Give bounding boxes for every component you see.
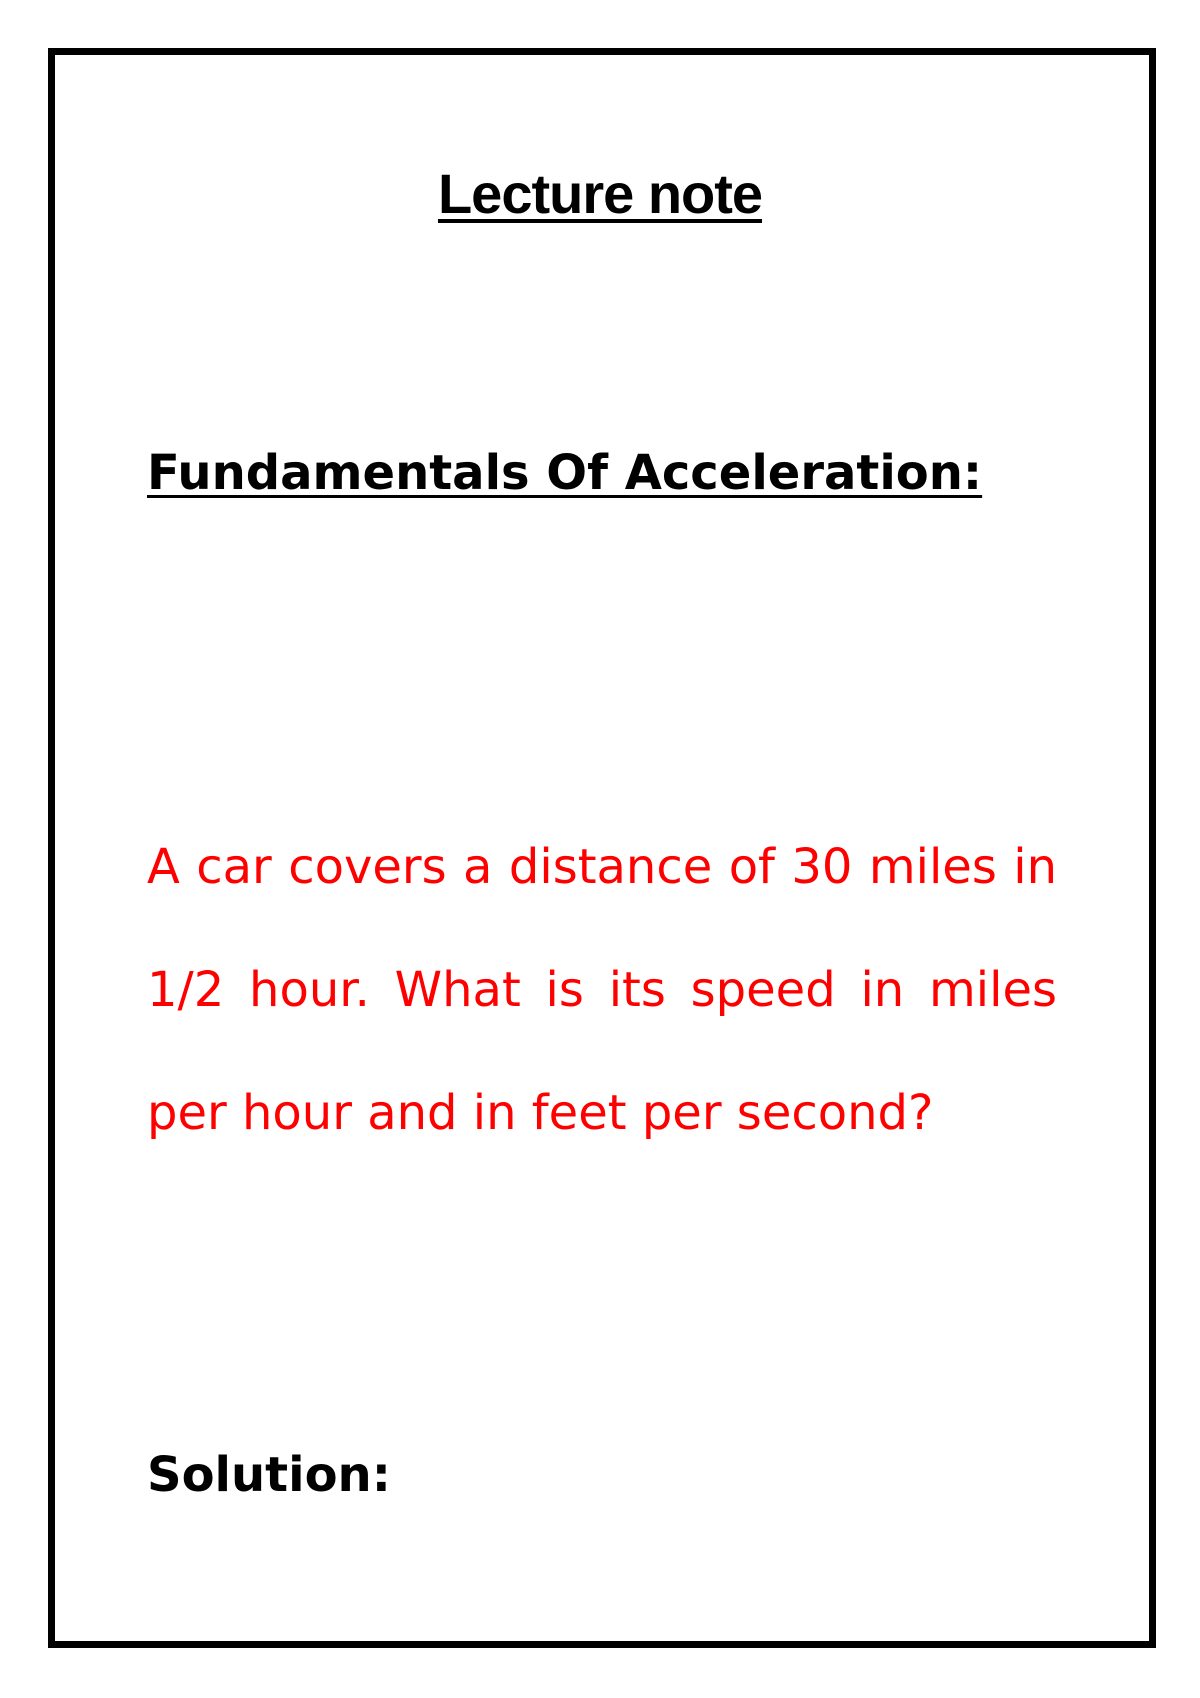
section-heading: Fundamentals Of Acceleration: xyxy=(147,445,983,501)
solution-label: Solution: xyxy=(147,1447,391,1503)
page-title: Lecture note xyxy=(437,162,763,225)
problem-statement: A car covers a distance of 30 miles in 1/2 hour. What is its speed in miles per hour and in feet per second? xyxy=(147,839,1057,1141)
